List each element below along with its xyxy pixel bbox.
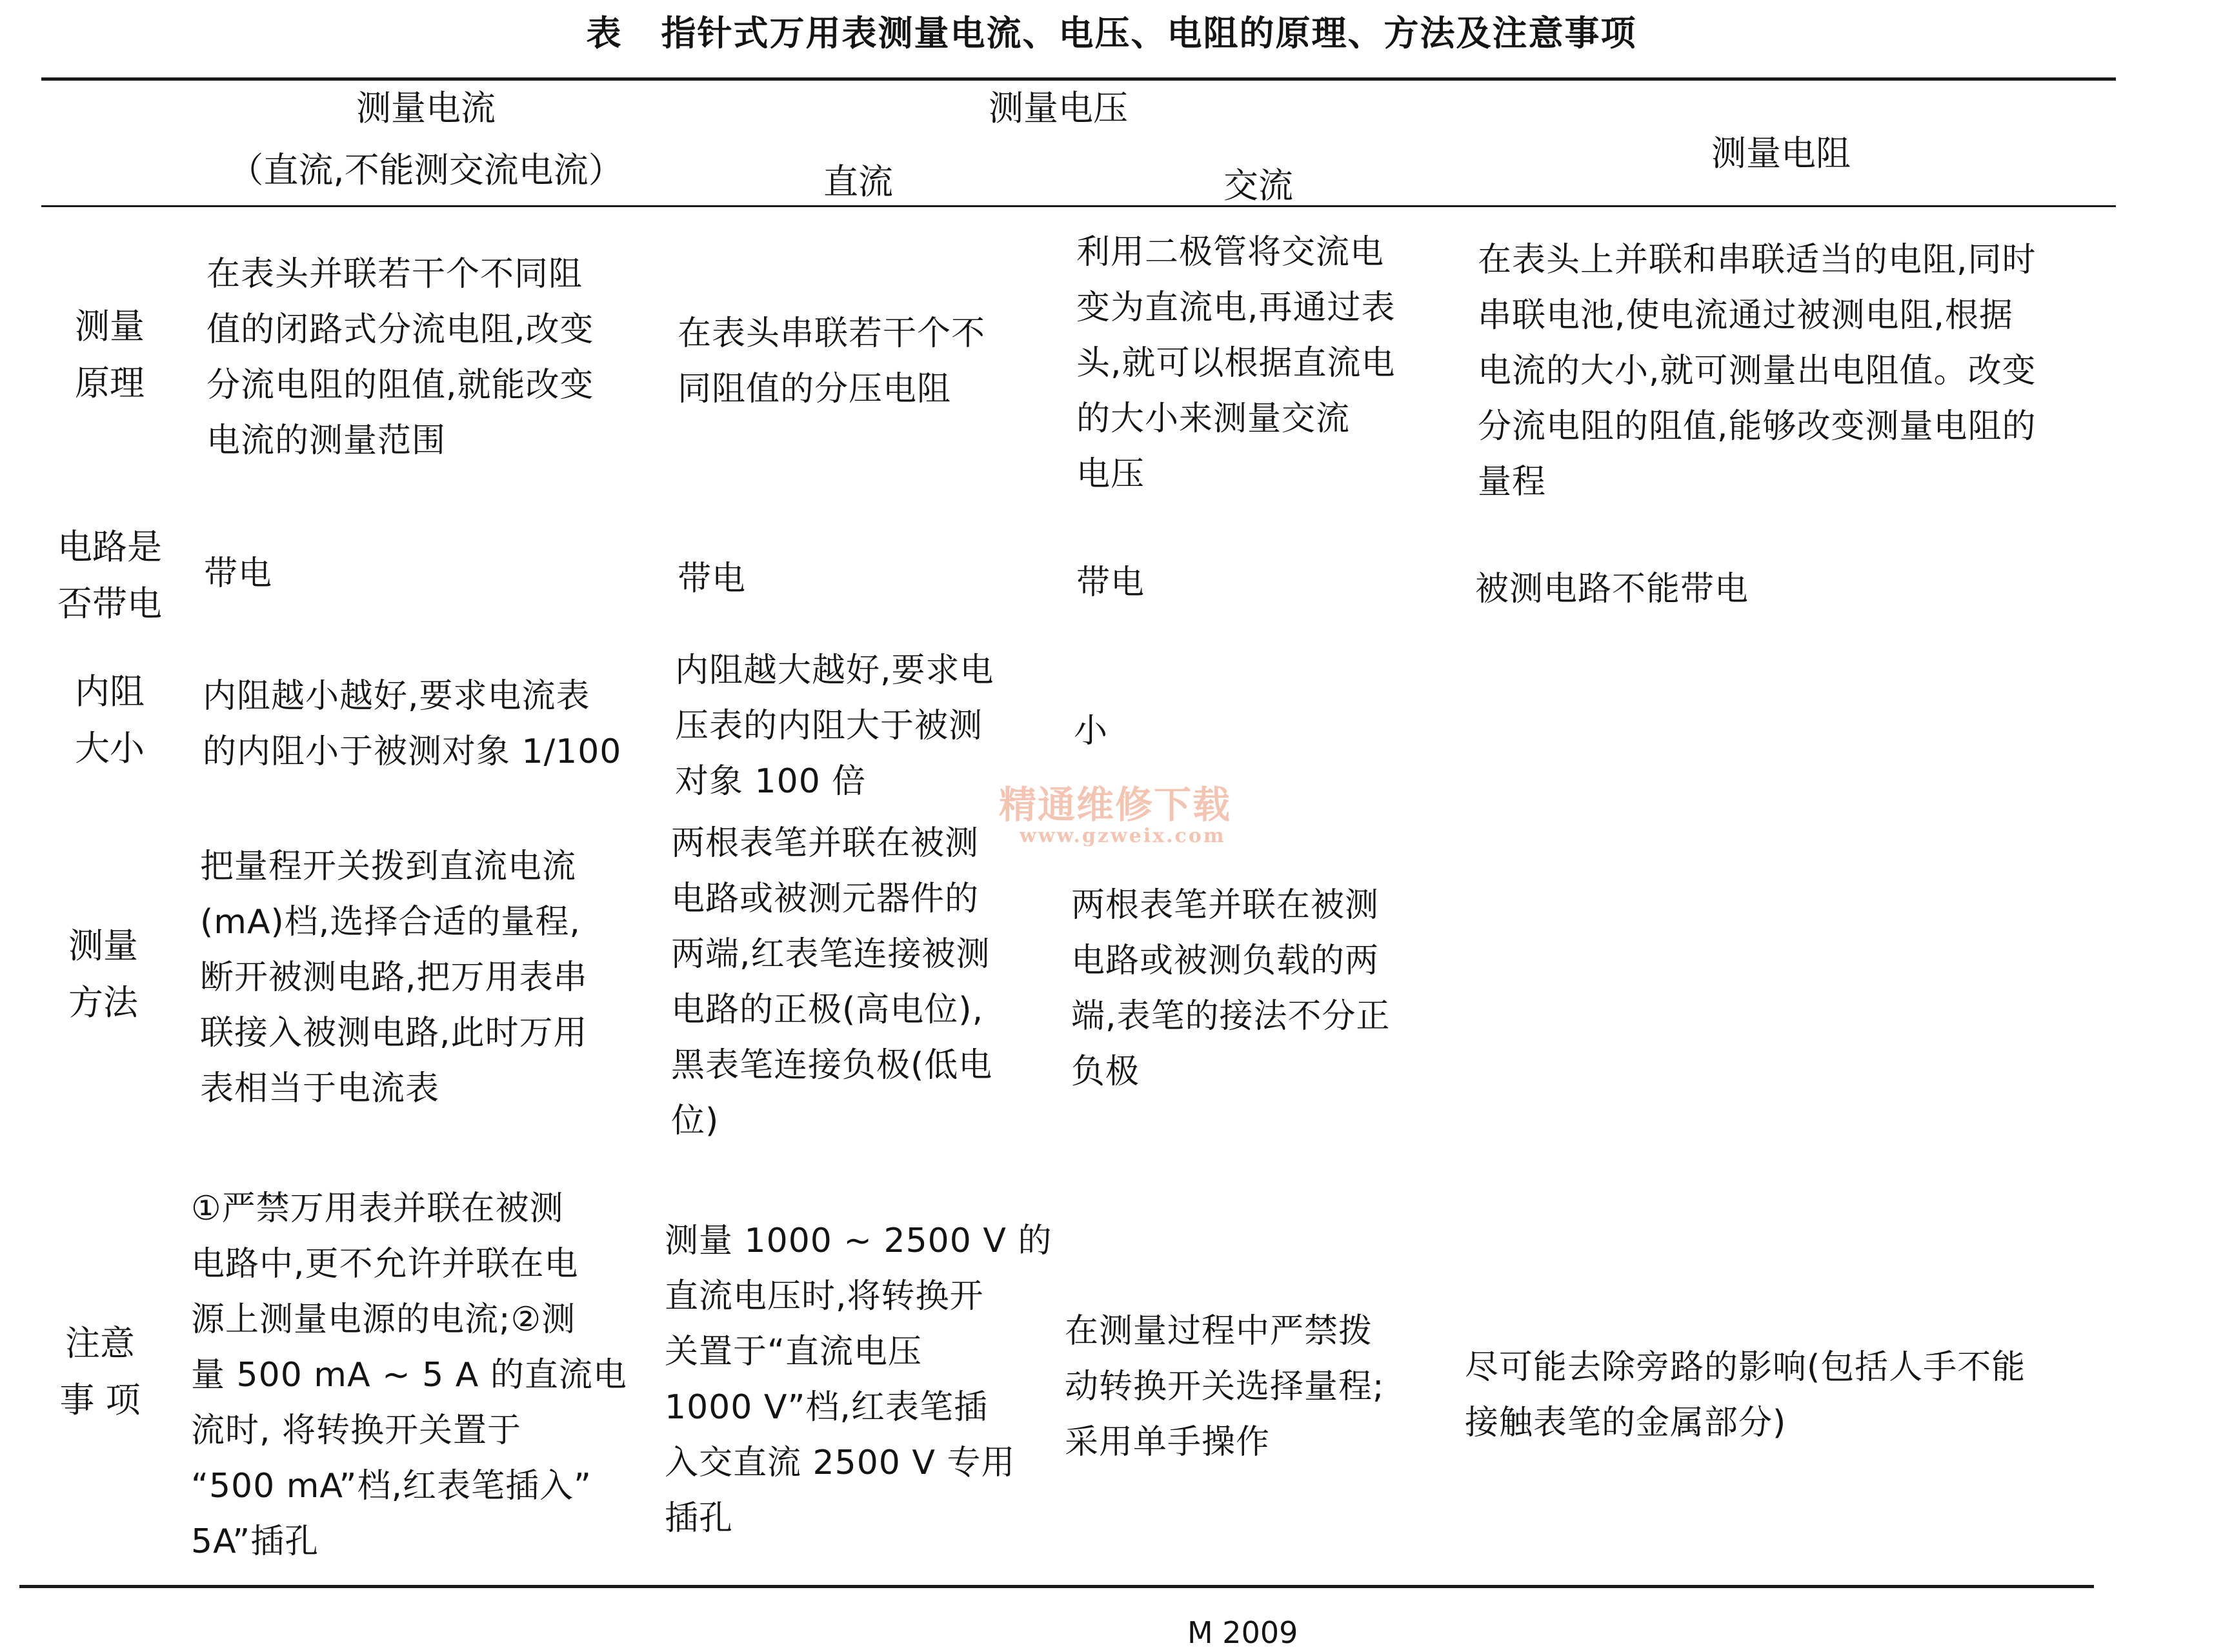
cell-line: 位) [671,1102,719,1140]
cell-line: 动转换开关选择量程; [1065,1367,1385,1406]
cell-line: 断开被测电路,把万用表串 [200,958,588,997]
row-label-line: 事 项 [59,1380,141,1420]
row-label-line: 注意 [65,1323,135,1364]
row-label-line: 电路是 [57,527,162,567]
cell-line: ①严禁万用表并联在被测 [191,1189,564,1228]
cell-line: (mA)档,选择合适的量程, [200,903,581,942]
notes-dc [665,1213,1052,1546]
method-dc [671,816,992,1149]
principle-dc [678,306,985,417]
cell-line: 关置于“直流电压 [665,1333,922,1371]
table-title-lead: 表 [586,13,623,54]
header-resistance: 测量电阻 [1711,133,1851,174]
cell-line: 利用二极管将交流电 [1076,233,1385,272]
cell-line: 把量程开关拨到直流电流 [200,847,577,886]
row-label-line: 内阻 [75,671,145,712]
cell-line: 尽可能去除旁路的影响(包括人手不能 [1465,1348,2026,1387]
cell-line: 电路中,更不允许并联在电 [191,1245,579,1284]
principle-resistance [1478,232,2037,510]
cell-line: 小 [1074,712,1109,750]
cell-line: 联接入被测电路,此时万用 [200,1014,588,1053]
cell-line: 串联电池,使电流通过被测电阻,根据 [1478,296,2014,335]
cell-line: 在表头上并联和串联适当的电阻,同时 [1478,241,2037,279]
live-resistance [1475,561,1749,617]
cell-line: 带电 [678,559,747,598]
internal-dc [675,643,994,809]
cell-line: 入交直流 2500 V 专用 [665,1444,1016,1482]
row-label-resistance [45,663,174,777]
cell-line: 分流电阻的阻值,就能改变 [206,366,594,405]
row-label-line: 方法 [68,982,138,1023]
cell-line: 值的闭路式分流电阻,改变 [206,310,594,349]
cell-line: 在表头串联若干个不 [678,314,986,353]
cell-line: 被测电路不能带电 [1475,570,1749,609]
cell-line: 内阻越大越好,要求电 [675,651,994,690]
cell-line: 电压 [1076,455,1145,494]
cell-line: 表相当于电流表 [200,1069,440,1108]
live-ac [1076,555,1145,610]
cell-line: 的内阻小于被测对象 1/100 [203,732,622,771]
cell-line: 两根表笔并联在被测 [671,824,980,863]
header-current-title: 测量电流 [356,88,496,128]
cell-line: 同阻值的分压电阻 [678,370,952,408]
method-ac [1071,878,1391,1100]
cell-line: 电路或被测负载的两 [1071,942,1380,980]
table-title-text: 指针式万用表测量电流、电压、电阻的原理、方法及注意事项 [661,13,1637,54]
row-label-line: 大小 [75,728,145,769]
live-current [204,546,272,601]
method-current [200,839,588,1116]
cell-line: 负极 [1071,1053,1140,1091]
cell-line: 分流电阻的阻值,能够改变测量电阻的 [1478,407,2037,446]
cell-line: 对象 100 倍 [675,762,867,801]
cell-line: 在测量过程中严禁拨 [1065,1312,1373,1351]
cell-line: 采用单手操作 [1065,1423,1271,1462]
cell-line: 两端,红表笔连接被测 [671,935,991,974]
cell-line: 电流的大小,就可测量出电阻值。改变 [1478,352,2037,390]
cell-line: 接触表笔的金属部分) [1465,1404,1787,1442]
header-current-note: （直流,不能测交流电流） [228,150,623,190]
cell-line: 源上测量电源的电流;②测 [191,1300,576,1339]
row-label-line: 原理 [75,363,145,403]
watermark-url: www.gzweix.com [1020,825,1226,847]
notes-current [191,1181,627,1569]
cell-line: 头,就可以根据直流电 [1076,344,1396,383]
cell-line: 测量 1000 ~ 2500 V 的 [665,1222,1052,1260]
notes-resistance [1465,1340,2026,1451]
cell-line: 的大小来测量交流 [1076,399,1351,438]
cell-line: 带电 [1076,563,1145,602]
row-label-notes [35,1315,165,1429]
cell-line: 电路的正极(高电位), [671,991,984,1029]
cell-line: 量程 [1478,463,1547,501]
cell-line: 压表的内阻大于被测 [675,707,983,745]
cell-line: 端,表笔的接法不分正 [1071,997,1391,1036]
cell-line: 两根表笔并联在被测 [1071,886,1380,925]
row-label-line: 测量 [68,925,138,966]
footer-fragment: M 2009 [1187,1615,1298,1650]
cell-line: 变为直流电,再通过表 [1076,288,1396,327]
cell-line: 直流电压时,将转换开 [665,1277,984,1316]
cell-line: “500 mA”档,红表笔插入” [191,1467,592,1506]
header-voltage-dc: 直流 [823,161,893,202]
principle-ac [1076,225,1396,502]
cell-line: 量 500 mA ~ 5 A 的直流电 [191,1356,627,1395]
row-label-method [39,918,168,1031]
cell-line: 电路或被测元器件的 [671,880,980,918]
live-dc [678,551,746,607]
row-label-line: 测量 [75,306,145,347]
header-voltage-ac: 交流 [1223,165,1293,206]
cell-line: 内阻越小越好,要求电流表 [203,677,590,716]
notes-ac [1065,1304,1385,1470]
header-current [168,77,684,201]
cell-line: 流时, 将转换开关置于 [191,1411,522,1450]
header-voltage: 测量电压 [989,88,1128,128]
internal-current [203,669,621,780]
cell-line: 黑表笔连接负极(低电 [671,1046,993,1085]
row-label-principle [45,298,174,412]
cell-line: 在表头并联若干个不同阻 [206,255,583,294]
cell-line: 5A”插孔 [191,1522,319,1561]
header-rule [41,205,2116,207]
row-label-live [45,519,174,632]
table-title [0,8,2223,59]
cell-line: 带电 [204,554,273,593]
cell-line: 电流的测量范围 [206,421,447,460]
cell-line: 1000 V”档,红表笔插 [665,1388,988,1427]
cell-line: 插孔 [665,1499,734,1538]
internal-ac [1074,703,1108,759]
watermark-cn: 精通维修下载 [999,783,1232,827]
principle-current [206,247,594,468]
row-label-line: 否带电 [57,583,162,624]
bottom-rule [19,1585,2094,1588]
